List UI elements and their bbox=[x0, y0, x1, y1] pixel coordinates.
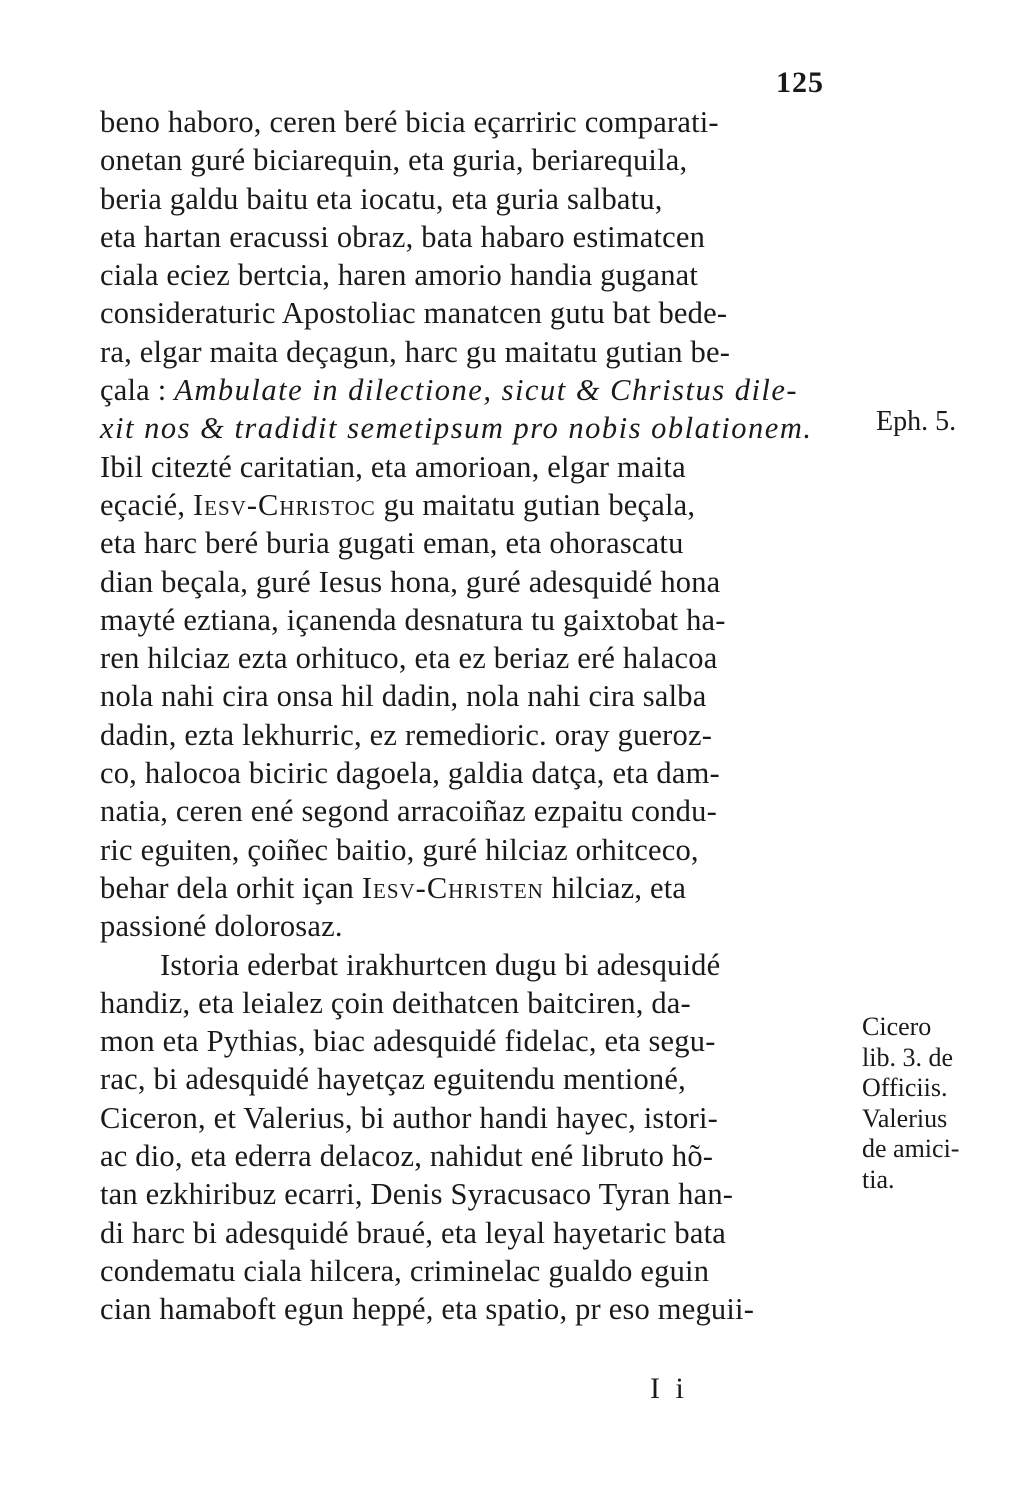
page-number: 125 bbox=[776, 66, 824, 99]
margin-note-line: de amici- bbox=[862, 1134, 960, 1164]
text-line: dian beçala, guré Iesus hona, guré adesquidé hona bbox=[100, 564, 721, 599]
text-line: dadin, ezta lekhurric, ez remedioric. oray gueroz- bbox=[100, 717, 713, 752]
text-line: di harc bi adesquidé braué, eta leyal hayetaric bata bbox=[100, 1215, 727, 1250]
text-line: onetan guré biciarequin, eta guria, beriarequila, bbox=[100, 143, 688, 178]
latin-quotation: Ambulate in dilectione, sicut & Christus dile- bbox=[174, 373, 799, 408]
margin-note-cicero bbox=[862, 1012, 959, 1196]
margin-note-line: Valerius bbox=[862, 1103, 948, 1133]
text-line bbox=[100, 371, 860, 409]
text-segment: çala : bbox=[100, 373, 167, 408]
margin-note-line: tia. bbox=[862, 1164, 895, 1194]
text-line: beno haboro, ceren beré bicia eçarriric comparati- bbox=[100, 105, 719, 139]
jesus-christ-name: Iesv-Christen bbox=[361, 870, 544, 905]
catchword: I i bbox=[650, 1372, 688, 1405]
text-line: Ibil citezté caritatian, eta amorioan, elgar maita bbox=[100, 449, 686, 484]
margin-note-line: Officiis. bbox=[862, 1073, 948, 1103]
jesus-christ-name: Iesv-Christoc bbox=[193, 487, 376, 522]
text-line: beria galdu baitu eta iocatu, eta guria salbatu, bbox=[100, 181, 663, 216]
text-line: condematu ciala hilcera, criminelac gualdo eguin bbox=[100, 1253, 710, 1288]
text-line: mayté eztiana, içanenda desnatura tu gaixtobat ha- bbox=[100, 602, 726, 637]
text-line: eta harc beré buria gugati eman, eta ohorascatu bbox=[100, 526, 684, 561]
text-segment: behar dela orhit içan bbox=[100, 870, 362, 905]
text-line: ciala eciez bertcia, haren amorio handia guganat bbox=[100, 258, 699, 293]
text-line: ra, elgar maita deçagun, harc gu maitatu gutian be- bbox=[100, 334, 731, 369]
text-line: ac dio, eta ederra delacoz, nahidut ené libruto hõ- bbox=[100, 1139, 714, 1174]
text-line: tan ezkhiribuz ecarri, Denis Syracusaco Tyran han- bbox=[100, 1177, 734, 1212]
paragraph-start-line: Istoria ederbat irakhurtcen dugu bi adesquidé bbox=[160, 947, 721, 982]
text-line: rac, bi adesquidé hayetçaz eguitendu mentioné, bbox=[100, 1062, 686, 1097]
text-line bbox=[100, 486, 860, 524]
text-segment: eçacié, bbox=[100, 487, 194, 522]
margin-note-line: lib. 3. de bbox=[862, 1042, 953, 1072]
text-line: natia, ceren ené segond arracoiñaz ezpaitu condu- bbox=[100, 794, 717, 829]
text-segment: gu maitatu gutian beçala, bbox=[375, 487, 696, 522]
text-line bbox=[100, 869, 860, 907]
text-line: ric eguiten, çoiñec baitio, guré hilciaz orhitceco, bbox=[100, 832, 699, 867]
text-line: Ciceron, et Valerius, bi author handi hayec, istori- bbox=[100, 1100, 718, 1135]
text-segment: hilciaz, eta bbox=[543, 870, 687, 905]
text-line: mon eta Pythias, biac adesquidé fidelac, eta segu- bbox=[100, 1024, 716, 1059]
text-line: consideraturic Apostoliac manatcen gutu bat bede- bbox=[100, 296, 728, 331]
text-line: ren hilciaz ezta orhituco, eta ez beriaz eré halacoa bbox=[100, 641, 718, 676]
latin-quotation-line: xit nos & tradidit semetipsum pro nobis oblationem. bbox=[100, 411, 813, 446]
text-line: cian hamaboft egun heppé, eta spatio, pr eso meguii- bbox=[100, 1292, 755, 1327]
margin-note-line: Cicero bbox=[862, 1012, 932, 1041]
text-line: co, halocoa biciric dagoela, galdia datça, eta dam- bbox=[100, 756, 720, 791]
text-line: nola nahi cira onsa hil dadin, nola nahi cira salba bbox=[100, 679, 707, 714]
text-line: eta hartan eracussi obraz, bata habaro estimatcen bbox=[100, 219, 706, 254]
margin-note-eph: Eph. 5. bbox=[876, 406, 957, 437]
text-line: handiz, eta leialez çoin deithatcen baitciren, da- bbox=[100, 985, 691, 1020]
text-line: passioné dolorosaz. bbox=[100, 909, 343, 944]
main-text-block bbox=[100, 103, 860, 1329]
